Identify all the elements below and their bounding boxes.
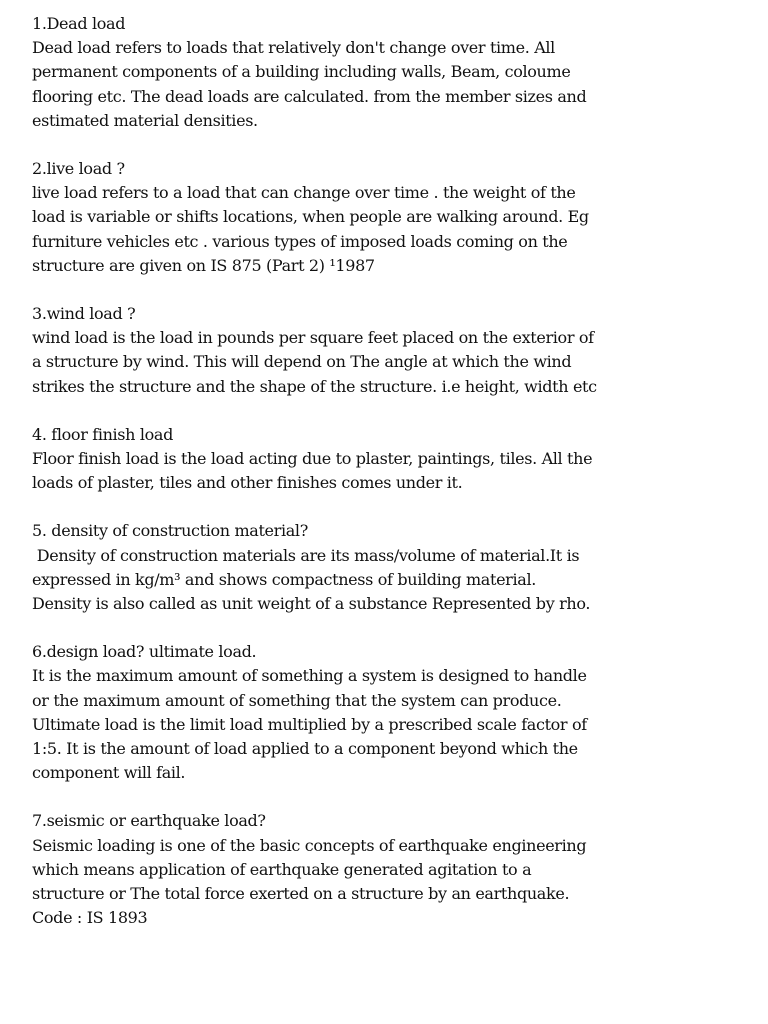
- body-line: Dead load refers to loads that relatively don't change over time. All: [32, 38, 555, 58]
- body-line: 1:5. It is the amount of load applied to a component beyond which the: [32, 739, 578, 759]
- body-line: flooring etc. The dead loads are calculated. from the member sizes and: [32, 86, 587, 106]
- body-line: permanent components of a building including walls, Beam, coloume: [32, 62, 571, 82]
- body-line: load is variable or shifts locations, when people are walking around. Eg: [32, 207, 589, 227]
- body-line: Code : IS 1893: [32, 908, 148, 928]
- body-line: which means application of earthquake generated agitation to a: [32, 859, 532, 879]
- body-line: component will fail.: [32, 763, 186, 783]
- body-line: loads of plaster, tiles and other finishes comes under it.: [32, 473, 463, 493]
- body-line: It is the maximum amount of something a system is designed to handle: [32, 666, 587, 686]
- body-line: Density is also called as unit weight of a substance Represented by rho.: [32, 594, 591, 614]
- body-line: wind load is the load in pounds per square feet placed on the exterior of: [32, 328, 594, 348]
- body-line: expressed in kg/m³ and shows compactness of building material.: [32, 569, 536, 589]
- section-heading: 4. floor finish load: [32, 424, 173, 444]
- section-heading: 2.live load ?: [32, 159, 125, 179]
- body-line: or the maximum amount of something that the system can produce.: [32, 690, 562, 710]
- body-line: Density of construction materials are its mass/volume of material.It is: [32, 545, 580, 565]
- section-design-load: [32, 640, 752, 785]
- section-seismic-load: [32, 809, 752, 930]
- body-line: Floor finish load is the load acting due to plaster, paintings, tiles. All the: [32, 449, 593, 469]
- body-line: Ultimate load is the limit load multiplied by a prescribed scale factor of: [32, 714, 587, 734]
- section-heading: 5. density of construction material?: [32, 521, 308, 541]
- section-heading: 1.Dead load: [32, 14, 126, 33]
- body-line: structure or The total force exerted on a structure by an earthquake.: [32, 884, 570, 904]
- body-line: live load refers to a load that can change over time . the weight of the: [32, 183, 576, 203]
- body-line: estimated material densities.: [32, 110, 258, 130]
- body-line: furniture vehicles etc . various types of imposed loads coming on the: [32, 231, 568, 251]
- section-heading: 7.seismic or earthquake load?: [32, 811, 266, 831]
- section-wind-load: [32, 302, 752, 399]
- body-line: structure are given on IS 875 (Part 2) ¹1987: [32, 255, 375, 275]
- section-heading: 6.design load? ultimate load.: [32, 642, 257, 662]
- section-density: [32, 519, 752, 616]
- section-dead-load: [32, 12, 752, 133]
- section-live-load: [32, 157, 752, 278]
- document-page: [32, 12, 752, 955]
- body-line: strikes the structure and the shape of the structure. i.e height, width etc: [32, 376, 597, 396]
- body-line: a structure by wind. This will depend on The angle at which the wind: [32, 352, 572, 372]
- body-line: Seismic loading is one of the basic concepts of earthquake engineering: [32, 835, 587, 855]
- section-floor-finish-load: [32, 423, 752, 496]
- section-heading: 3.wind load ?: [32, 304, 136, 324]
